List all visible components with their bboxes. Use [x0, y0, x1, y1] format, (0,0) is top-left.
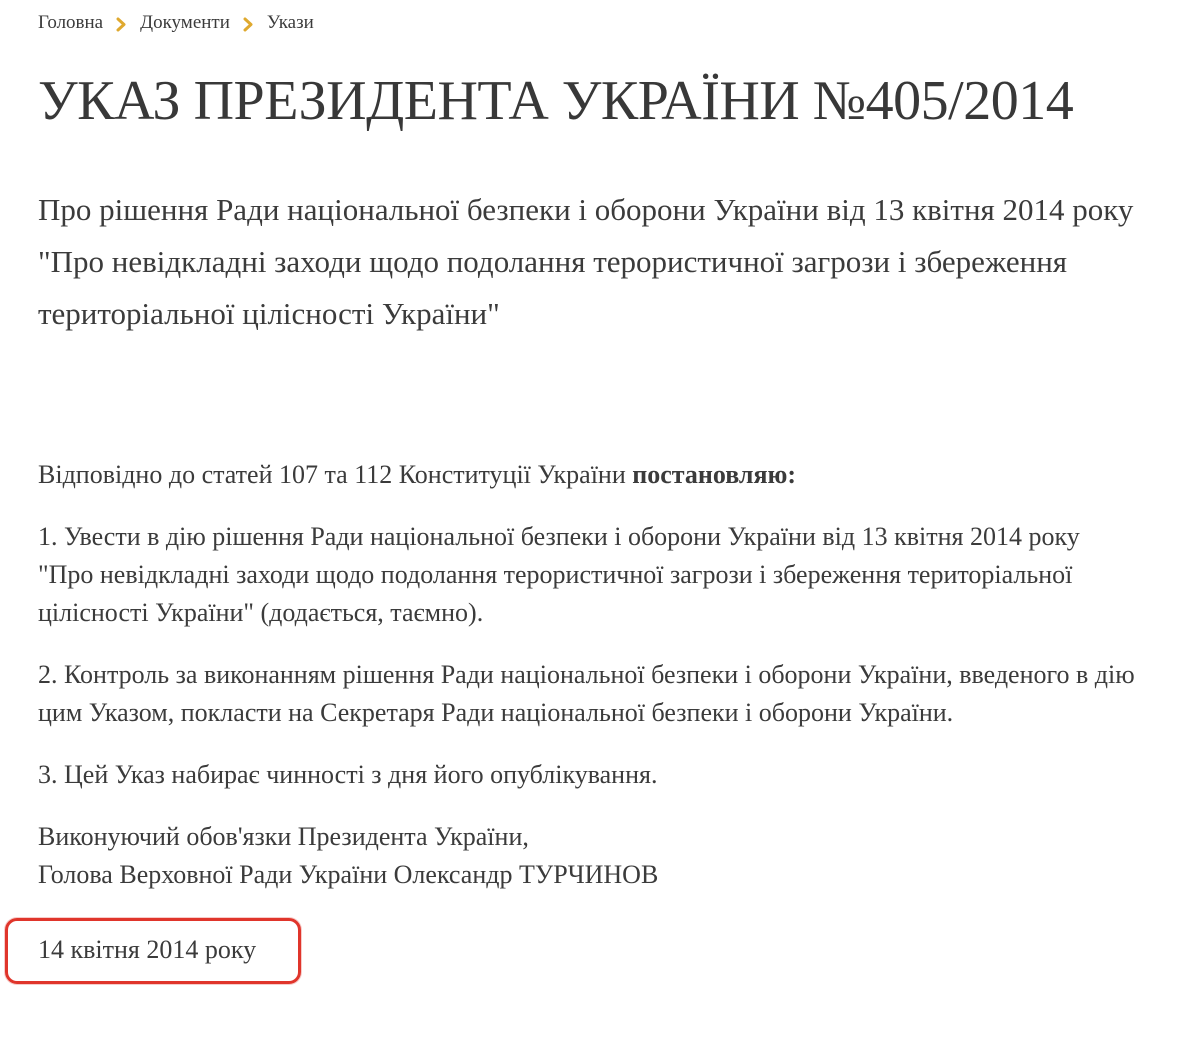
decree-paragraph-2: 2. Контроль за виконанням рішення Ради національної безпеки і оборони України, введеного в дію цим Указом, покласти на Секретаря Ради національної безпеки і оборони України.	[38, 660, 1135, 728]
decree-subtitle: Про рішення Ради національної безпеки і оборони України від 13 квітня 2014 року "Про невідкладні заходи щодо подолання терористичної загрози і збереження територіальної цілісності України"	[38, 192, 1134, 332]
breadcrumb-item-documents[interactable]: Документи	[140, 12, 230, 33]
decree-date: 14 квітня 2014 року	[38, 935, 257, 965]
decree-date-row	[38, 918, 1141, 984]
decree-preamble-resolve-word: постановляю:	[632, 460, 797, 490]
red-annotation-box	[5, 918, 301, 984]
breadcrumb-item-home[interactable]: Головна	[38, 12, 104, 33]
breadcrumb	[38, 12, 1141, 34]
chevron-right-icon	[243, 17, 254, 32]
page-title: УКАЗ ПРЕЗИДЕНТА УКРАЇНИ №405/2014	[38, 70, 1074, 132]
decree-body	[38, 456, 1141, 984]
decree-preamble	[38, 456, 1141, 494]
chevron-right-icon	[116, 17, 127, 32]
signature-block	[38, 818, 1141, 894]
signature-name: Голова Верховної Ради України Олександр ТУРЧИНОВ	[38, 860, 659, 890]
decree-paragraph-1: 1. Увести в дію рішення Ради національної безпеки і оборони України від 13 квітня 2014 року "Про невідкладні заходи щодо подолання терористичної загрози і збереження територіальної цілісності України" (додається, таємно).	[38, 522, 1080, 628]
signature-acting-president: Виконуючий обов'язки Президента України,	[38, 822, 529, 852]
decree-preamble-text: Відповідно до статей 107 та 112 Конституції України	[38, 460, 633, 490]
breadcrumb-item-decrees[interactable]: Укази	[266, 12, 314, 33]
decree-paragraph-3: 3. Цей Указ набирає чинності з дня його опублікування.	[38, 760, 658, 790]
